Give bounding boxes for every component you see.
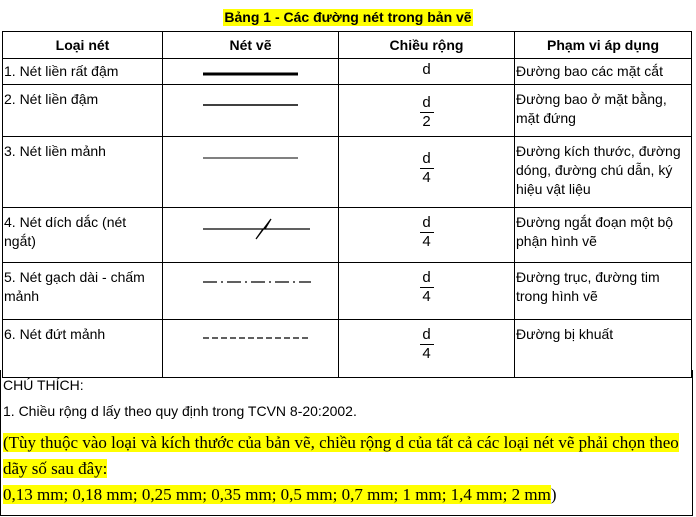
line-type-cell: 5. Nét gạch dài - chấm mảnh	[3, 263, 163, 320]
width-fraction	[419, 215, 433, 250]
width-fraction	[419, 95, 433, 130]
width-fraction	[419, 270, 433, 305]
width-denominator: 4	[422, 345, 431, 362]
width-cell	[339, 208, 515, 263]
line-types-table	[2, 31, 692, 378]
table-row	[3, 85, 692, 137]
stroke-cell	[163, 59, 339, 85]
width-value: d	[422, 61, 431, 78]
width-numerator: d	[422, 214, 431, 231]
width-numerator: d	[422, 326, 431, 343]
table-title-wrap	[0, 9, 696, 27]
table-row	[3, 263, 692, 320]
line-type-cell: 6. Nét đứt mảnh	[3, 320, 163, 378]
stroke-cell	[163, 137, 339, 208]
line-type-cell: 1. Nét liền rất đậm	[3, 59, 163, 85]
width-denominator: 2	[422, 113, 431, 130]
width-cell	[339, 59, 515, 85]
width-denominator: 4	[422, 288, 431, 305]
width-series: 0,13 mm; 0,18 mm; 0,25 mm; 0,35 mm; 0,5 mm; 0,7 mm; 1 mm; 1,4 mm; 2 mm	[3, 485, 551, 504]
table-row	[3, 320, 692, 378]
width-numerator: d	[422, 269, 431, 286]
width-denominator: 4	[422, 233, 431, 250]
width-fraction	[419, 327, 433, 362]
stroke-cell	[163, 85, 339, 137]
dashed-line-sample	[163, 320, 339, 360]
scope-cell: Đường bị khuất	[515, 320, 692, 378]
very-thick-solid-line-sample	[163, 59, 339, 85]
note-2-text: (Tùy thuộc vào loại và kích thước của bản vẽ, chiều rộng d của tất cả các loại nét vẽ phải chọn theo dãy số sau đây:	[3, 433, 679, 478]
line-type-cell: 4. Nét dích dắc (nét ngắt)	[3, 208, 163, 263]
width-numerator: d	[422, 150, 431, 167]
scope-cell: Đường ngắt đoạn một bộ phận hình vẽ	[515, 208, 692, 263]
stroke-cell	[163, 208, 339, 263]
thick-solid-line-sample	[163, 85, 339, 125]
notes-box	[0, 370, 693, 516]
header-width: Chiều rộng	[339, 32, 515, 59]
stroke-cell	[163, 320, 339, 378]
header-stroke: Nét vẽ	[163, 32, 339, 59]
width-numerator: d	[422, 94, 431, 111]
width-cell	[339, 263, 515, 320]
note-1: 1. Chiều rộng d lấy theo quy định trong TCVN 8-20:2002.	[3, 403, 357, 419]
table-title: Bảng 1 - Các đường nét trong bản vẽ	[224, 9, 472, 25]
header-line-type: Loại nét	[3, 32, 163, 59]
width-fraction	[419, 151, 433, 186]
width-cell	[339, 137, 515, 208]
scope-cell: Đường bao các mặt cắt	[515, 59, 692, 85]
line-type-cell: 2. Nét liền đậm	[3, 85, 163, 137]
width-cell	[339, 85, 515, 137]
zigzag-break-line-sample	[163, 208, 339, 248]
header-scope: Phạm vi áp dụng	[515, 32, 692, 59]
closing-paren: )	[550, 485, 557, 504]
scope-cell: Đường bao ở mặt bằng, mặt đứng	[515, 85, 692, 137]
notes-heading: CHÚ THÍCH:	[3, 377, 84, 393]
scope-cell: Đường trục, đường tim trong hình vẽ	[515, 263, 692, 320]
stroke-cell	[163, 263, 339, 320]
width-denominator: 4	[422, 169, 431, 186]
table-row	[3, 208, 692, 263]
table-header-row	[3, 32, 692, 59]
line-type-cell: 3. Nét liền mảnh	[3, 137, 163, 208]
dash-dot-line-sample	[163, 263, 339, 303]
note-2-highlighted	[3, 430, 683, 508]
scope-cell: Đường kích thước, đường dóng, đường chú dẫn, ký hiệu vật liệu	[515, 137, 692, 208]
thin-solid-line-sample	[163, 137, 339, 177]
width-cell	[339, 320, 515, 378]
table-row	[3, 137, 692, 208]
table-row	[3, 59, 692, 85]
